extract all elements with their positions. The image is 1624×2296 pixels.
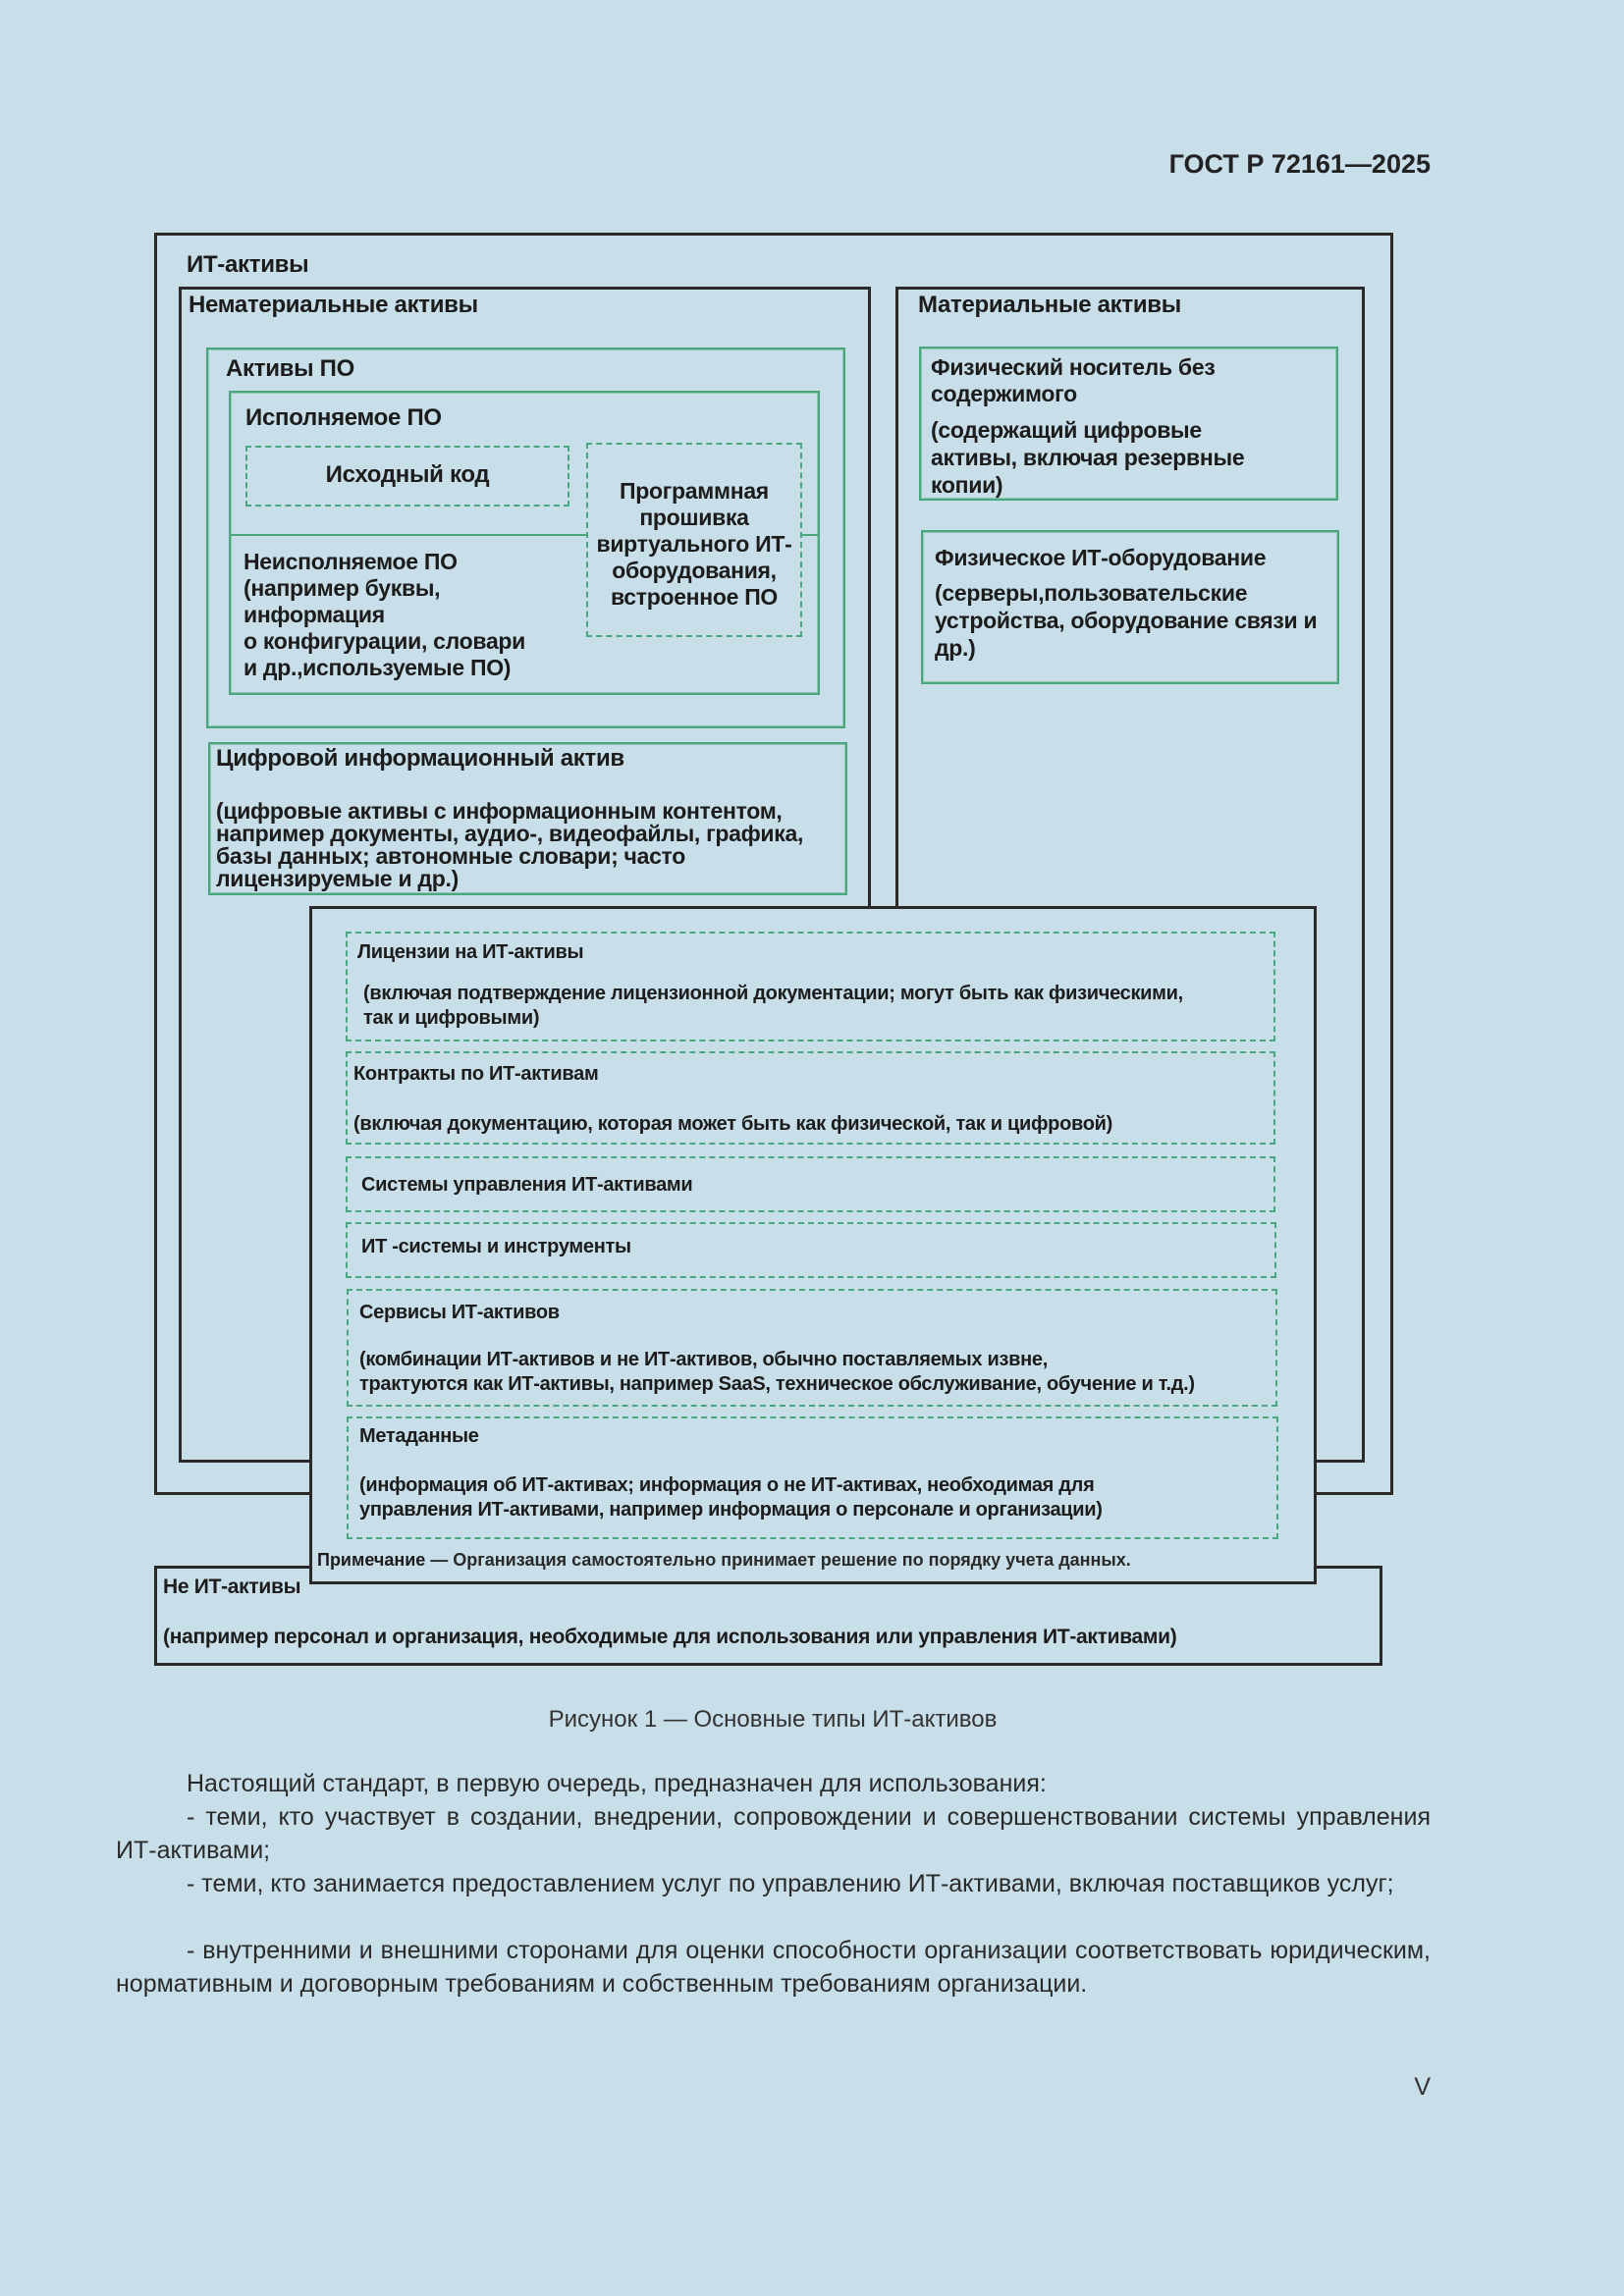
body-intro: Настоящий стандарт, в первую очередь, предназначен для использования: <box>187 1770 1047 1797</box>
page-number: V <box>1414 2073 1431 2101</box>
physical-hardware-text: (серверы,пользовательские устройства, оборудование связи и др.) <box>935 580 1318 661</box>
non-it-assets-title: Не ИТ-активы <box>163 1575 301 1598</box>
software-divider-left <box>231 534 587 536</box>
overlay-note <box>317 1549 1131 1571</box>
mgmt-systems-title: Системы управления ИТ-активами <box>361 1174 693 1196</box>
intangible-assets-label: Нематериальные активы <box>189 292 478 318</box>
body-item-1: - теми, кто участвует в создании, внедрении, сопровождении и совершенствовании системы управления ИТ-активами; <box>116 1803 1431 1864</box>
non-executable-text: Неисполняемое ПО (например буквы, информация о конфигурации, словари и др.,используемые ПО) <box>244 549 526 680</box>
software-assets-label: Активы ПО <box>226 355 354 382</box>
firmware-text: Программная прошивка виртуального ИТ- оборудования, встроенное ПО <box>596 478 792 610</box>
licenses-text: (включая подтверждение лицензионной документации; могут быть как физическими, так и цифровыми) <box>363 983 1183 1029</box>
note-text: — Организация самостоятельно принимает решение по порядку учета данных. <box>425 1550 1131 1570</box>
software-divider-right <box>801 534 818 536</box>
digital-info-asset-text: (цифровые активы с информационным контентом, например документы, аудио-, видеофайлы, графика, базы данных; автономные словари; часто лицензируемые и др.) <box>216 798 804 891</box>
executable-software-label: Исполняемое ПО <box>245 404 442 431</box>
standard-code: ГОСТ Р 72161—2025 <box>1168 149 1431 179</box>
contracts-title: Контракты по ИТ-активам <box>353 1063 599 1085</box>
tangible-assets-label: Материальные активы <box>918 292 1181 318</box>
it-assets-label: ИТ-активы <box>187 251 309 278</box>
it-systems-title: ИТ -системы и инструменты <box>361 1236 631 1257</box>
metadata-text: (информация об ИТ-активах; информация о не ИТ-активах, необходимая для управления ИТ-активами, например информация о персонале и организации) <box>359 1474 1103 1521</box>
services-title: Сервисы ИТ-активов <box>359 1302 560 1323</box>
metadata-title: Метаданные <box>359 1425 479 1447</box>
contracts-text: (включая документацию, которая может быть как физической, так и цифровой) <box>353 1113 1113 1135</box>
physical-hardware-title: Физическое ИТ-оборудование <box>935 545 1267 570</box>
physical-media-text: (содержащий цифровые активы, включая резервные копии) <box>931 417 1245 498</box>
digital-info-asset-title: Цифровой информационный актив <box>216 745 624 772</box>
non-it-assets-text: (например персонал и организация, необходимые для использования или управления ИТ-активами) <box>163 1626 1177 1648</box>
licenses-title: Лицензии на ИТ-активы <box>357 941 584 963</box>
note-label: Примечание <box>317 1550 426 1570</box>
source-code-label: Исходный код <box>325 461 490 488</box>
body-item-2: - теми, кто занимается предоставлением услуг по управлению ИТ-активами, включая поставщиков услуг; <box>187 1870 1394 1897</box>
services-text: (комбинации ИТ-активов и не ИТ-активов, обычно поставляемых извне, трактуются как ИТ-активы, например SaaS, техническое обслуживание, обучение и т.д.) <box>359 1349 1195 1395</box>
physical-media-title: Физический носитель без содержимого <box>931 354 1216 406</box>
body-item-3: - внутренними и внешними сторонами для оценки способности организации соответствовать юридическим, нормативным и договорным требованиям и собственным требованиям организации. <box>116 1937 1431 1998</box>
figure-caption: Рисунок 1 — Основные типы ИТ-активов <box>548 1706 998 1733</box>
